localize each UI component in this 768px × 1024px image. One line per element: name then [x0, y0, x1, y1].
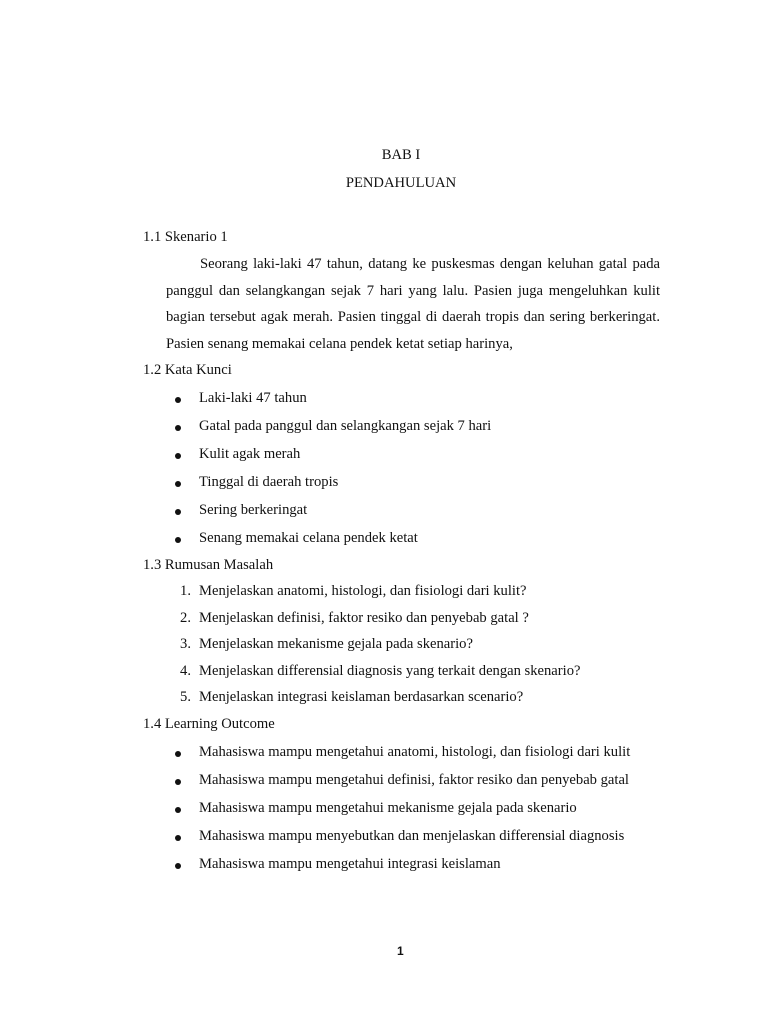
list-item-text: Laki-laki 47 tahun [199, 390, 307, 406]
list-item-text: Menjelaskan anatomi, histologi, dan fisiologi dari kulit? [199, 583, 527, 599]
list-item-text: Mahasiswa mampu mengetahui definisi, faktor resiko dan penyebab gatal [199, 772, 629, 788]
bullet-icon [175, 397, 181, 403]
list-item-text: Mahasiswa mampu mengetahui anatomi, histologi, dan fisiologi dari kulit [199, 744, 631, 760]
bullet-icon [175, 481, 181, 487]
bullet-icon [175, 425, 181, 431]
bullet-icon [175, 509, 181, 515]
list-item-number: 3. [180, 636, 191, 652]
list-item-number: 5. [180, 689, 191, 705]
list-item-text: Mahasiswa mampu mengetahui mekanisme gejala pada skenario [199, 800, 577, 816]
list-item-number: 4. [180, 663, 191, 679]
scenario-text: Seorang laki-laki 47 tahun, datang ke puskesmas dengan keluhan gatal pada panggul dan selangkangan sejak 7 hari yang lalu. Pasien juga mengeluhkan kulit bagian tersebut agak merah. Pasien tinggal di daerah tropis dan sering berkeringat. Pasien senang memakai celana pendek ketat setiap harinya, [166, 256, 660, 352]
list-item-text: Sering berkeringat [199, 502, 308, 518]
list-item-text: Tinggal di daerah tropis [199, 474, 339, 490]
list-item-text: Menjelaskan mekanisme gejala pada skenario? [199, 636, 473, 652]
bullet-icon [175, 807, 181, 813]
list-item-text: Mahasiswa mampu mengetahui integrasi keislaman [199, 856, 501, 872]
list-item-text: Senang memakai celana pendek ketat [199, 530, 418, 546]
section-heading-skenario: 1.1 Skenario 1 [143, 229, 228, 245]
bullet-icon [175, 453, 181, 459]
list-item-text: Kulit agak merah [199, 446, 301, 462]
section-heading-rumusan-masalah: 1.3 Rumusan Masalah [143, 557, 274, 573]
section-heading-kata-kunci: 1.2 Kata Kunci [143, 362, 232, 378]
list-item-text: Mahasiswa mampu menyebutkan dan menjelaskan differensial diagnosis [199, 828, 625, 844]
list-item-text: Menjelaskan differensial diagnosis yang terkait dengan skenario? [199, 663, 581, 679]
section-heading-learning-outcome: 1.4 Learning Outcome [143, 716, 275, 732]
list-item-text: Gatal pada panggul dan selangkangan sejak 7 hari [199, 418, 492, 434]
chapter-number: BAB I [381, 147, 421, 163]
bullet-icon [175, 779, 181, 785]
bullet-icon [175, 751, 181, 757]
list-item-text: Menjelaskan definisi, faktor resiko dan penyebab gatal ? [199, 610, 529, 626]
page-number: 1 [397, 944, 404, 958]
chapter-title: PENDAHULUAN [345, 175, 457, 191]
list-item-text: Menjelaskan integrasi keislaman berdasarkan scenario? [199, 689, 524, 705]
list-item-number: 1. [180, 583, 191, 599]
bullet-icon [175, 835, 181, 841]
scenario-paragraph [166, 251, 660, 357]
bullet-icon [175, 863, 181, 869]
bullet-icon [175, 537, 181, 543]
list-item-number: 2. [180, 610, 191, 626]
